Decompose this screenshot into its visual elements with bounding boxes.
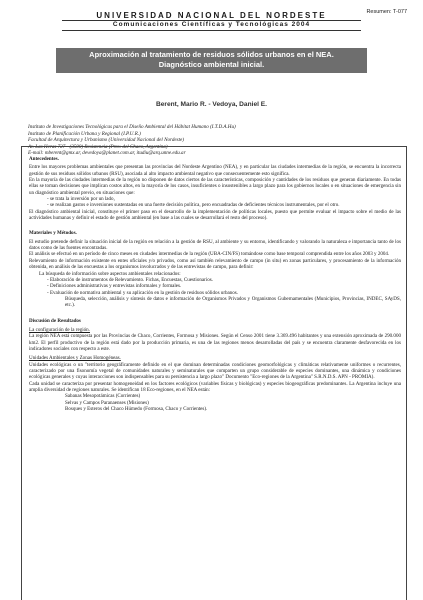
affiliation-line: Av. Las Heras 727 - (3500) Resistencia (Prov. del Chaco, Argentina): [28, 143, 168, 150]
paper-body: [29, 152, 401, 412]
paragraph: Entre los mayores problemas ambientales que presentan las provincias del Nordeste Argentino (NEA), y en particular las ciudades intermedias de la región, se encuentra la incorrecta gestión de sus residuos sólidos urbanos (RSU), asociada al alto impacto ambiental negativo que consecuentemente esto significa.: [29, 164, 401, 177]
list-item: - Elaboración de instrumentos de Relevamiento. Fichas, Encuestas, Cuestionarios.: [47, 276, 213, 283]
university-name: UNIVERSIDAD NACIONAL DEL NORDESTE: [96, 11, 327, 20]
document-number: Resumen: T-077: [366, 9, 407, 15]
section-heading-discusion: Discusión de Resultados: [29, 317, 81, 324]
section-heading-materiales: Materiales y Métodos.: [29, 230, 77, 237]
paper-title-line1: Aproximación al tratamiento de residuos sólidos urbanos en el NEA.: [89, 50, 334, 59]
bullet-item: - se realizan gastos e inversiones sustentadas en una fuerte decisión política, pero encuadradas de deficientes técnicos instrumentales, por el otro.: [47, 202, 340, 209]
section-heading-antecedentes: Antecedentes.: [29, 156, 59, 162]
bullet-item: - se trata la inversión por un lado,: [47, 196, 115, 203]
list-title: La búsqueda de información sobre aspectos ambientales relacionados:: [39, 270, 181, 277]
affiliation-email: E-mail: mberent@gmx.ar, devedoya@planet.com.ar, itudiu@arq.unne.edu.ar: [28, 150, 186, 157]
paragraph: Relevamiento de información existente en entes oficiales y/o privados, como así también relevamiento de campo (in situ) en zonas particulares, y procesamiento de la información obtenida, en análisis de las encuestas a los organismos involucrados y de las entrevistas de campo, para definir:: [29, 257, 401, 271]
affiliation-line: Facultad de Arquitectura y Urbanismo (Universidad Nacional del Nordeste): [28, 137, 184, 144]
paragraph: El estudio pretende definir la situación inicial de la región en relación a la gestión de RSU, al ambiente y su entorno, identificando y valorando la naturaleza e importancia tanto de los datos como de las fuentes encontradas.: [29, 238, 401, 252]
paragraph: Búsqueda, selección, análisis y síntesis de datos e información de Organismos Privados y Organismos Gubernamentales (Municipios, Provincias, INDEC, SAyDS, etc.).: [65, 295, 401, 309]
affiliation-line: Instituto de Planificación Urbana y Regional (I.P.U.R.): [28, 130, 141, 137]
list-item: - Definiciones administrativas y entrevistas informales y formales.: [47, 283, 182, 290]
subsection-heading: Unidades Ambientales y Zonas Homogéneas.: [29, 355, 121, 362]
subsection-heading: La configuración de la región.: [29, 326, 90, 333]
ecoregion-item: Sabanas Mesopotámicas (Corrientes): [65, 393, 141, 400]
paragraph: La región NEA está compuesta por las Provincias de Chaco, Corrientes, Formosa y Misiones. Según el Censo 2001 tiene 3.369.496 habitantes y una extensión aproximada de 290.000 km2. El perfil productivo de la región está dado por la producción primaria, es una de las regiones menos desarrolladas del país y se encuentra claramente desfavorecida en los indicadores sociales con respecto a este.: [29, 333, 401, 352]
paragraph: El análisis se efectuó en un período de cinco meses en ciudades intermedias de la región (UBA-CIN/FS) tomándose como base temporal comprendida entre los años 2003 y 2004.: [29, 251, 390, 258]
list-item: - Evaluación de normativa ambiental y su aplicación en la gestión de residuos sólidos urbanos.: [47, 289, 239, 296]
conference-subtitle: Comunicaciones Científicas y Tecnológicas 2004: [112, 21, 311, 28]
paper-title-line2: Diagnóstico ambiental inicial.: [158, 60, 265, 69]
ecoregion-item: Bosques y Esteros del Chaco Húmedo (Formosa, Chaco y Corrientes).: [65, 406, 208, 413]
paragraph: El diagnóstico ambiental inicial, constituye el primer paso en el desarrollo de la implementación de políticas locales, puesto que permite evaluar el impacto sobre el medio de las actividades humanas y definir el estado de gestión ambiental (en base a las cuales se desarrollará el resto del proceso).: [29, 208, 401, 222]
paragraph: Cada unidad se caracteriza por presentar homogeneidad en los factores ecológicos (variables físicas y biológicas) y especies biogeográficas predominantes. La Argentina incluye una amplia diversidad de regiones naturales. Se identifican 18 Eco-regiones, en el NEA están:: [29, 380, 401, 393]
paper-title-box: [56, 48, 367, 73]
paragraph: Unidades ecológicas o un "territorio geográficamente definido en el que dominan determinadas condiciones geomorfológicas y climáticas relativamente uniformes o recurrentes, caracterizado por una fisonomía vegetal de comunidades naturales y seminaturales que comparten un grupo considerable de especies dominantes, una dinámica y condiciones ecológicas generales y cuyas interacciones son indispensables para su persistencia a largo plazo" Documento "Eco-regiones de la Argentina" S.R.N.D.S. APN - PROMIA).: [29, 361, 401, 381]
ecoregion-item: Selvas y Campos Paranaenses (Misiones): [65, 399, 149, 406]
paragraph: En la mayoría de las ciudades intermedias de la región no disponen de datos ciertos de las características, composición y cantidades de los residuos que generan diariamente. En todas ellas se toman decisiones que implican costos altos, en la mayoría de los casos, insuficientes o insostenibles a largo plazo para los gobiernos locales o en situaciones de emergencia sin un diagnóstico ambiental previo, en situaciones que:: [29, 177, 401, 196]
authors: Berent, Mario R. - Vedoya, Daniel E.: [155, 101, 268, 108]
header-rule-bottom: [62, 30, 361, 31]
affiliation-line: Instituto de Investigaciones Tecnológicas para el Diseño Ambiental del Hábitat Humano (I.T.D.A.Hu): [28, 124, 236, 130]
